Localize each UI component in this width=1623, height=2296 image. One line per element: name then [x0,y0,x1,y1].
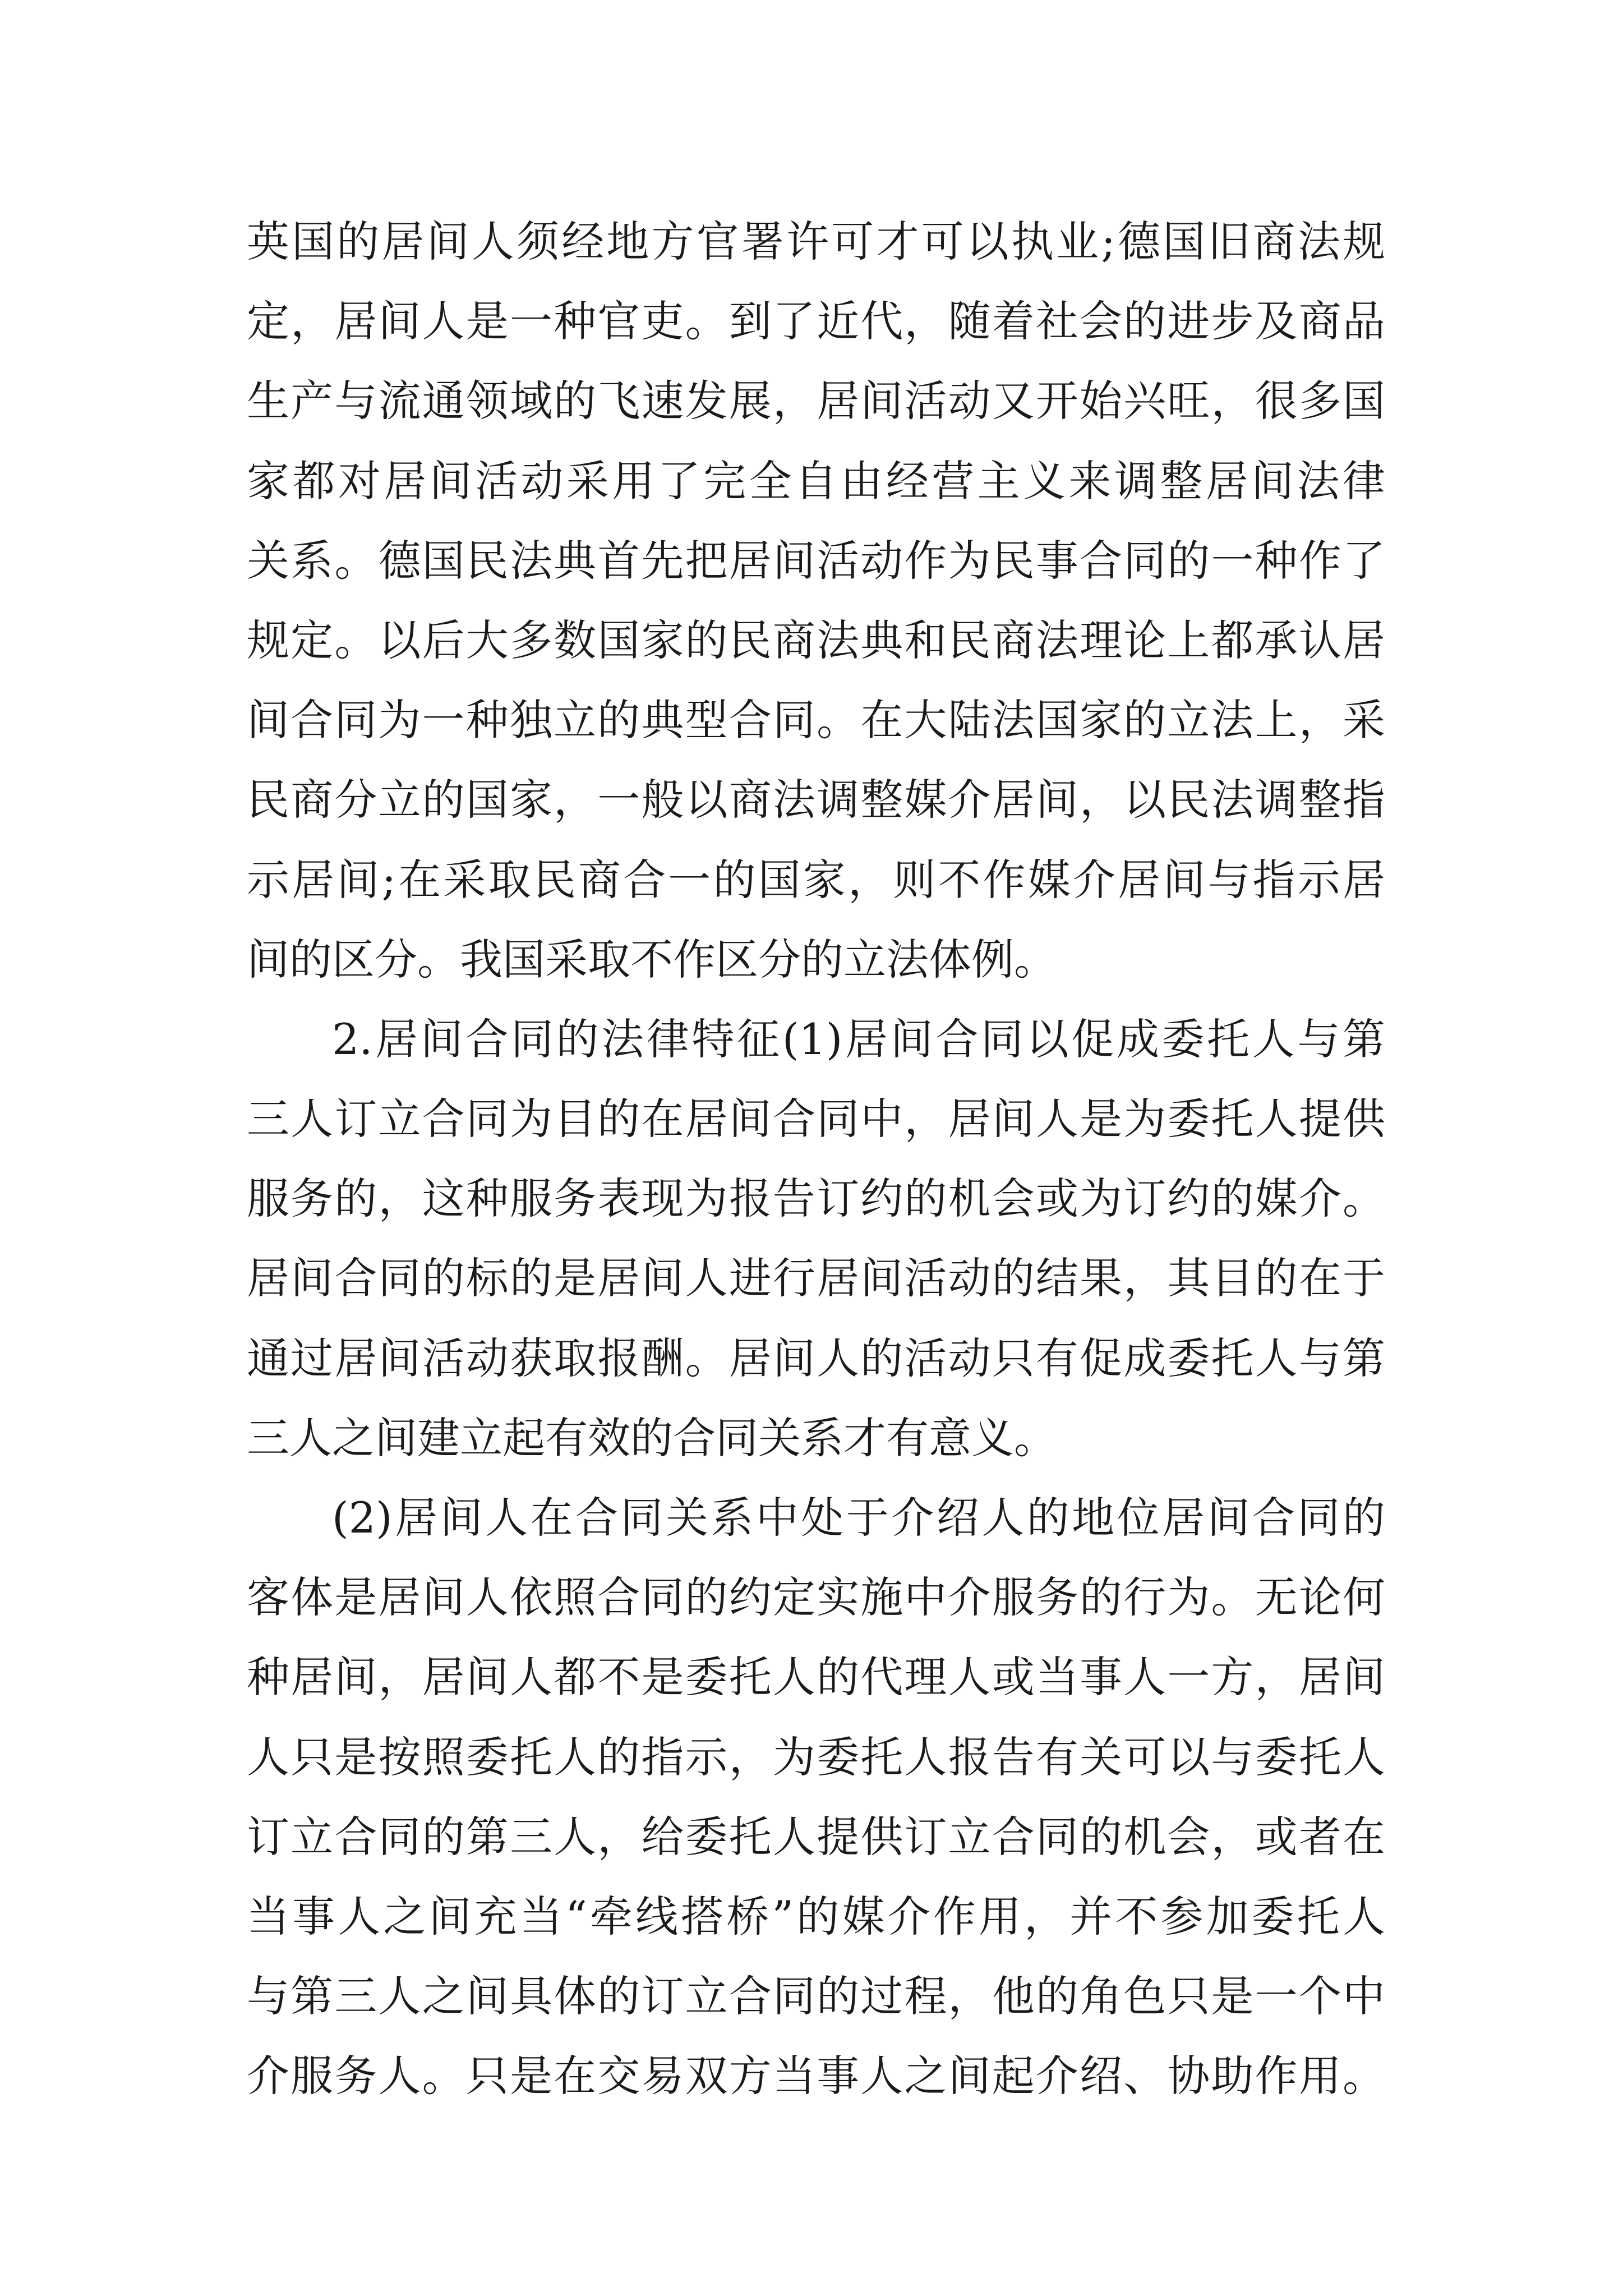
text-line: 间的区分。我国采取不作区分的立法体例。 [247,934,1057,984]
paragraph-2 [247,1000,1385,1478]
text-line: 家都对居间活动采用了完全自由经营主义来调整居间法律 [247,455,1385,506]
text-line: 生产与流通领域的飞速发展，居间活动又开始兴旺，很多国 [247,376,1385,426]
text-line: 订立合同的第三人，给委托人提供订立合同的机会，或者在 [247,1811,1385,1862]
text-line: 三人之间建立起有效的合同关系才有意义。 [247,1412,1057,1463]
paragraph-1 [247,202,1385,1000]
text-line: 人只是按照委托人的指示，为委托人报告有关可以与委托人 [247,1732,1385,1782]
text-line: (2)居间人在合同关系中处于介绍人的地位居间合同的 [332,1493,1385,1543]
text-line: 示居间;在采取民商合一的国家，则不作媒介居间与指示居 [247,854,1385,905]
document-body [247,202,1385,2116]
text-line: 定，居间人是一种官吏。到了近代，随着社会的进步及商品 [247,296,1385,347]
text-line: 与第三人之间具体的订立合同的过程，他的角色只是一个中 [247,1971,1385,2022]
paragraph-3 [247,1478,1385,2116]
text-line: 英国的居间人须经地方官署许可才可以执业;德国旧商法规 [247,217,1385,266]
text-line: 三人订立合同为目的在居间合同中，居间人是为委托人提供 [247,1094,1385,1144]
text-line: 2.居间合同的法律特征(1)居间合同以促成委托人与第 [332,1014,1385,1064]
text-line: 种居间，居间人都不是委托人的代理人或当事人一方，居间 [247,1652,1385,1703]
text-line: 间合同为一种独立的典型合同。在大陆法国家的立法上，采 [247,695,1385,746]
text-line: 服务的，这种服务表现为报告订约的机会或为订约的媒介。 [247,1174,1385,1224]
text-line: 民商分立的国家，一般以商法调整媒介居间，以民法调整指 [247,775,1385,825]
text-line: 通过居间活动获取报酬。居间人的活动只有促成委托人与第 [247,1333,1385,1383]
text-line: 规定。以后大多数国家的民商法典和民商法理论上都承认居 [247,615,1385,665]
text-line: 介服务人。只是在交易双方当事人之间起介绍、协助作用。 [247,2051,1385,2101]
text-line: 当事人之间充当“牵线搭桥”的媒介作用，并不参加委托人 [247,1891,1385,1941]
text-line: 客体是居间人依照合同的约定实施中介服务的行为。无论何 [247,1572,1385,1623]
text-line: 居间合同的标的是居间人进行居间活动的结果，其目的在于 [247,1253,1385,1304]
text-line: 关系。德国民法典首先把居间活动作为民事合同的一种作了 [247,535,1385,586]
